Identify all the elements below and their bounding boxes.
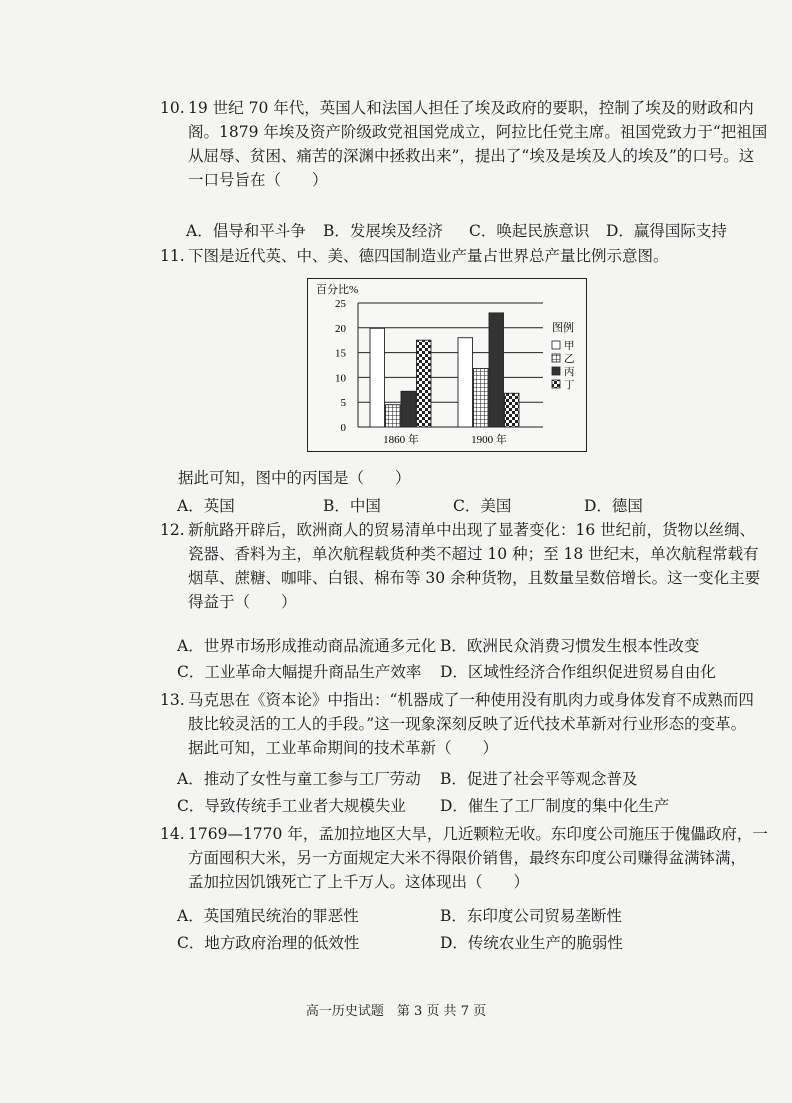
- y-tick-label: 5: [340, 397, 346, 410]
- question-text-line: 方面囤积大米，另一方面规定大米不得限价销售，最终东印度公司赚得盆满钵满，: [188, 849, 747, 867]
- question-text-line: 下图是近代英、中、美、德四国制造业产量占世界总产量比例示意图。: [188, 247, 669, 265]
- x-tick-label: 1860 年: [383, 434, 419, 446]
- question-text-line: 据此可知，工业革命期间的技术革新（ ）: [188, 739, 499, 757]
- y-tick-label: 10: [335, 372, 346, 385]
- question-number: 13.: [160, 691, 185, 709]
- legend-label: 丁: [564, 380, 575, 391]
- option-d[interactable]: D．区域性经济合作组织促进贸易自由化: [440, 663, 716, 681]
- bar-丙: [489, 313, 504, 427]
- question-number: 12.: [160, 521, 185, 539]
- bar-甲: [458, 338, 473, 427]
- question-12: [160, 518, 761, 614]
- question-10: [160, 96, 768, 192]
- question-text-line: 19 世纪 70 年代，英国人和法国人担任了埃及政府的要职，控制了埃及的财政和内: [188, 99, 754, 117]
- bar-丁: [505, 393, 520, 427]
- question-number: 10.: [160, 99, 185, 117]
- question-11-stem: [160, 466, 725, 490]
- question-number: 14.: [160, 825, 185, 843]
- question-text-line: 肢比较灵活的工人的手段。”这一现象深刻反映了近代技术革新对行业形态的变革。: [188, 715, 747, 733]
- question-14: [160, 822, 768, 894]
- legend-swatch: [552, 341, 560, 349]
- question-11: [160, 244, 725, 268]
- option-d[interactable]: D．催生了工厂制度的集中化生产: [440, 797, 670, 815]
- option-b[interactable]: B．促进了社会平等观念普及: [440, 770, 638, 788]
- legend-title: 图例: [552, 322, 574, 334]
- question-text-line: 据此可知，图中的丙国是（ ）: [178, 469, 411, 487]
- question-text-line: 瓷器、香料为主，单次航程载货种类不超过 10 种；至 18 世纪末，单次航程常载有: [188, 545, 759, 563]
- option-c[interactable]: C．导致传统手工业者大规模失业: [177, 797, 406, 815]
- option-c[interactable]: C．唤起民族意识: [469, 222, 590, 240]
- question-text-line: 烟草、蔗糖、咖啡、白银、棉布等 30 余种货物，且数量呈数倍增长。这一变化主要: [188, 569, 761, 587]
- question-text-line: 一口号旨在（ ）: [188, 171, 328, 189]
- option-c[interactable]: C．工业革命大幅提升商品生产效率: [177, 663, 422, 681]
- chart-legend: [552, 320, 575, 391]
- option-d[interactable]: D．德国: [584, 497, 643, 515]
- bar-乙: [386, 405, 401, 427]
- question-text-line: 从屈辱、贫困、痛苦的深渊中拯救出来”，提出了“埃及是埃及人的埃及”的口号。这: [188, 147, 755, 165]
- x-tick-label: 1900 年: [471, 434, 507, 446]
- bar-乙: [474, 368, 489, 427]
- legend-swatch: [552, 380, 560, 388]
- option-a[interactable]: A．世界市场形成推动商品流通多元化: [177, 637, 437, 655]
- legend-label: 丙: [564, 367, 575, 378]
- chart-svg: [308, 279, 586, 451]
- legend-label: 甲: [564, 341, 575, 352]
- option-a[interactable]: A．推动了女性与童工参与工厂劳动: [177, 770, 421, 788]
- bar-丙: [401, 391, 416, 427]
- question-number: 11.: [160, 247, 185, 265]
- question-text-line: 阁。1879 年埃及资产阶级政党祖国党成立，阿拉比任党主席。祖国党致力于“把祖国: [188, 123, 768, 141]
- option-c[interactable]: C．地方政府治理的低效性: [177, 934, 360, 952]
- y-tick-label: 15: [335, 347, 346, 360]
- option-b[interactable]: B．发展埃及经济: [323, 222, 443, 240]
- question-text-line: 新航路开辟后，欧洲商人的贸易清单中出现了显著变化：16 世纪前，货物以丝绸、: [188, 521, 756, 539]
- question-text-line: 孟加拉因饥饿死亡了上千万人。这体现出（ ）: [188, 873, 530, 891]
- option-d[interactable]: D．赢得国际支持: [606, 222, 727, 240]
- option-b[interactable]: B．欧洲民众消费习惯发生根本性改变: [440, 637, 700, 655]
- option-c[interactable]: C．美国: [453, 497, 512, 515]
- page-footer: 高一历史试题 第 3 页 共 7 页: [305, 1004, 487, 1019]
- option-a[interactable]: A．英国殖民统治的罪恶性: [177, 907, 359, 925]
- bar-甲: [370, 328, 385, 427]
- option-b[interactable]: B．中国: [323, 497, 381, 515]
- question-text-line: 得益于（ ）: [188, 593, 297, 611]
- plot-area: [335, 298, 543, 446]
- y-tick-label: 25: [335, 298, 346, 310]
- bar-chart: [307, 278, 587, 452]
- question-13: [160, 688, 754, 760]
- y-axis-label: 百分比%: [316, 284, 359, 296]
- legend-swatch: [552, 354, 560, 362]
- bar-丁: [417, 340, 432, 427]
- question-text-line: 马克思在《资本论》中指出：“机器成了一种使用没有肌肉力或身体发育不成熟而四: [188, 691, 754, 709]
- question-text-line: 1769—1770 年，孟加拉地区大旱，几近颗粒无收。东印度公司施压于傀儡政府，一: [188, 825, 768, 843]
- option-d[interactable]: D．传统农业生产的脆弱性: [440, 934, 623, 952]
- legend-label: 乙: [564, 354, 575, 365]
- y-tick-label: 20: [335, 322, 346, 335]
- option-a[interactable]: A．倡导和平斗争: [186, 222, 306, 240]
- option-b[interactable]: B．东印度公司贸易垄断性: [440, 907, 622, 925]
- y-tick-label: 0: [340, 422, 346, 434]
- legend-swatch: [552, 367, 560, 375]
- option-a[interactable]: A．英国: [177, 497, 235, 515]
